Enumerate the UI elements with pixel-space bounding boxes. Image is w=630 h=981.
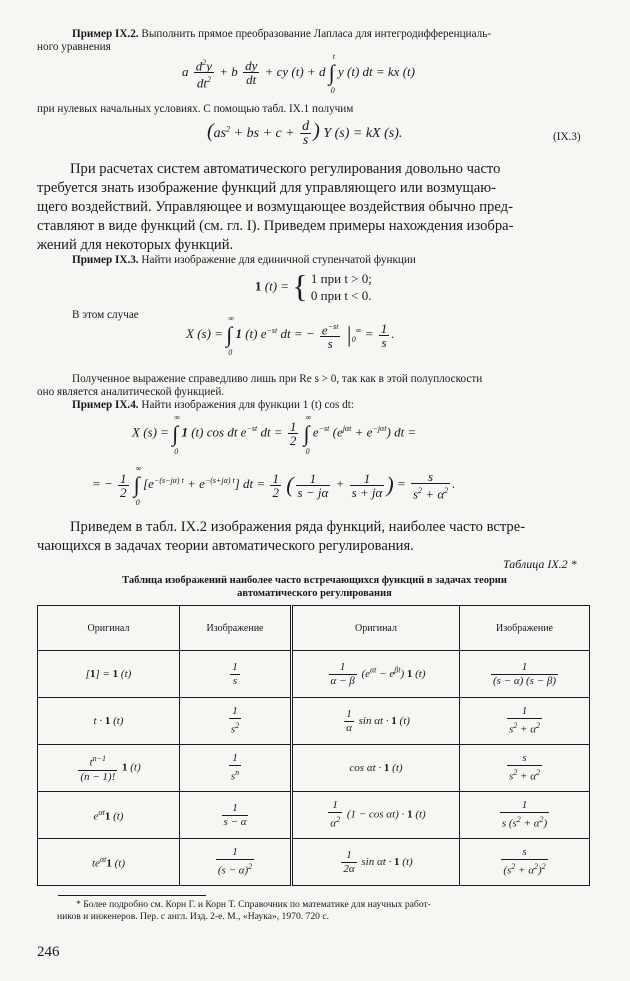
footnote-rule: [58, 895, 206, 896]
example-ix3-line: Пример IX.3. Найти изображение для единичной ступенчатой функции: [72, 254, 416, 266]
table-row: [38, 745, 590, 792]
equation-number: (IX.3): [553, 131, 581, 143]
example-ix2-after: при нулевых начальных условиях. С помощью табл. IX.1 получим: [37, 103, 354, 115]
footnote-line1: * Более подробно см. Корн Г. и Корн Т. Справочник по математике для научных работ-: [76, 899, 431, 910]
paragraph2-line2: чающихся в задачах теории автоматического регулирования.: [37, 538, 414, 554]
table-cell: $e^{\alpha t}1$ (t): [38, 792, 180, 839]
remark-line1: Полученное выражение справедливо лишь при Re s > 0, так как в этой полуплоскости: [72, 373, 483, 385]
footnote-line2: ников и инженеров. Пер. с англ. Изд. 2-е. М., «Наука», 1970. 720 с.: [57, 911, 329, 922]
equation-cos-image-1: X (s) = ∫ ∞ 0 1 (t) cos dt $e^{-st}$ dt = $\frac{1}{2}$ ∫ ∞ 0 $e^{-st}$ $(e^{j\alpha t} + e^{-j\alpha t})$ dt =: [132, 412, 417, 456]
table-cell: $\frac{1}{(s - \alpha) (s - \beta)}$: [460, 651, 590, 698]
header-image-1: Изображение: [180, 606, 292, 651]
equation-step-image: X (s) = ∫ ∞ 0 1 (t) $e^{-st}$ dt = − $\frac{e^{-st}}{s}$ $|_0^\infty$ = $\frac{1}{s}$ .: [186, 314, 395, 358]
example-ix2-title: Пример IX.2.: [72, 28, 139, 40]
table-cell: $\frac{1}{s^2}$: [180, 698, 292, 745]
paragraph1-line5: жений для некоторых функций.: [37, 237, 234, 253]
table-cell: $\frac{1}{\alpha}$ sin αt · 1 (t): [292, 698, 460, 745]
laplace-image-table: [37, 605, 590, 886]
header-original-2: Оригинал: [292, 606, 460, 651]
equation-ix3: ($as^2$ + bs + c + $\frac{d}{s}$ ) Y (s) = kX (s).: [207, 119, 403, 149]
paragraph1-line1: При расчетах систем автоматического регулирования довольно часто: [70, 161, 501, 177]
table-row: [38, 792, 590, 839]
header-image-2: Изображение: [460, 606, 590, 651]
equation-ix2: a $\frac{d^2y}{dt^2}$ + b $\frac{dy}{dt}$ + cy (t) + d ∫ t 0 y (t) dt = kx (t): [182, 51, 415, 95]
paragraph1-line3: щего воздействий. Управляющее и возмущающее воздействия обычно пред-: [37, 199, 513, 215]
table-cell: [1] = 1 (t): [38, 651, 180, 698]
table-cell: $\frac{1}{s (s^2 + \alpha^2)}$: [460, 792, 590, 839]
table-caption-line2: автоматического регулирования: [237, 588, 392, 599]
paragraph2-line1: Приведем в табл. IX.2 изображения ряда функций, наиболее часто встре-: [70, 519, 526, 535]
table-cell: $\frac{1}{\alpha^2}$ (1 − cos αt) · 1 (t): [292, 792, 460, 839]
table-cell: $\frac{s}{s^2 + \alpha^2}$: [460, 745, 590, 792]
table-cell: $\frac{1}{s}$: [180, 651, 292, 698]
table-row: [38, 698, 590, 745]
table-cell: $\frac{t^{n-1}}{(n - 1)!}$ 1 (t): [38, 745, 180, 792]
table-cell: $\frac{1}{(s - \alpha)^2}$: [180, 839, 292, 886]
table-row: [38, 651, 590, 698]
table-caption-line1: Таблица изображений наиболее часто встречающихся функций в задачах теории: [122, 575, 507, 586]
in-this-case: В этом случае: [72, 309, 139, 321]
table-cell: $te^{\alpha t}1$ (t): [38, 839, 180, 886]
table-cell: $\frac{1}{s - \alpha}$: [180, 792, 292, 839]
table-cell: $\frac{1}{2\alpha}$ sin αt · 1 (t): [292, 839, 460, 886]
table-cell: $\frac{1}{s^n}$: [180, 745, 292, 792]
table-cell: $\frac{1}{\alpha - \beta}$ $(e^{\alpha t} - e^{\beta t})$ 1 (t): [292, 651, 460, 698]
example-ix2-line2: ного уравнения: [37, 41, 111, 53]
remark-line2: оно является аналитической функцией.: [37, 386, 225, 398]
paragraph1-line4: ставляют в виде функций (см. гл. I). Приведем примеры нахождения изобра-: [37, 218, 514, 234]
paragraph1-line2: требуется знать изображение функций для управляющего или возмущаю-: [37, 180, 497, 196]
example-ix2-line1: Пример IX.2. Выполнить прямое преобразование Лапласа для интегродифференциаль-: [72, 28, 492, 40]
table-label: Таблица IX.2 *: [503, 557, 577, 571]
table-row: [38, 839, 590, 886]
header-original-1: Оригинал: [38, 606, 180, 651]
table-cell: $\frac{s}{(s^2 + \alpha^2)^2}$: [460, 839, 590, 886]
table-cell: t · 1 (t): [38, 698, 180, 745]
page-number: 246: [37, 944, 60, 960]
example-ix4-line: Пример IX.4. Найти изображения для функции 1 (t) cos dt:: [72, 399, 354, 411]
table-cell: cos αt · 1 (t): [292, 745, 460, 792]
table-header-row: [38, 606, 590, 651]
step-function-definition: 1 (t) = { 1 при t > 0; 0 при t < 0.: [255, 268, 372, 304]
equation-cos-image-2: = − $\frac{1}{2}$ ∫ ∞ 0 $[e^{-(s-j\alpha) t} + e^{-(s+j\alpha) t}]$ dt = $\frac{1}{2}$ ( $\frac{1}{s - j\alpha}$ + $\frac{1}{s + j\alpha}$ ) = $\frac{s}{s^2 + \alpha^2}$ .: [92, 464, 456, 508]
table-cell: $\frac{1}{s^2 + \alpha^2}$: [460, 698, 590, 745]
